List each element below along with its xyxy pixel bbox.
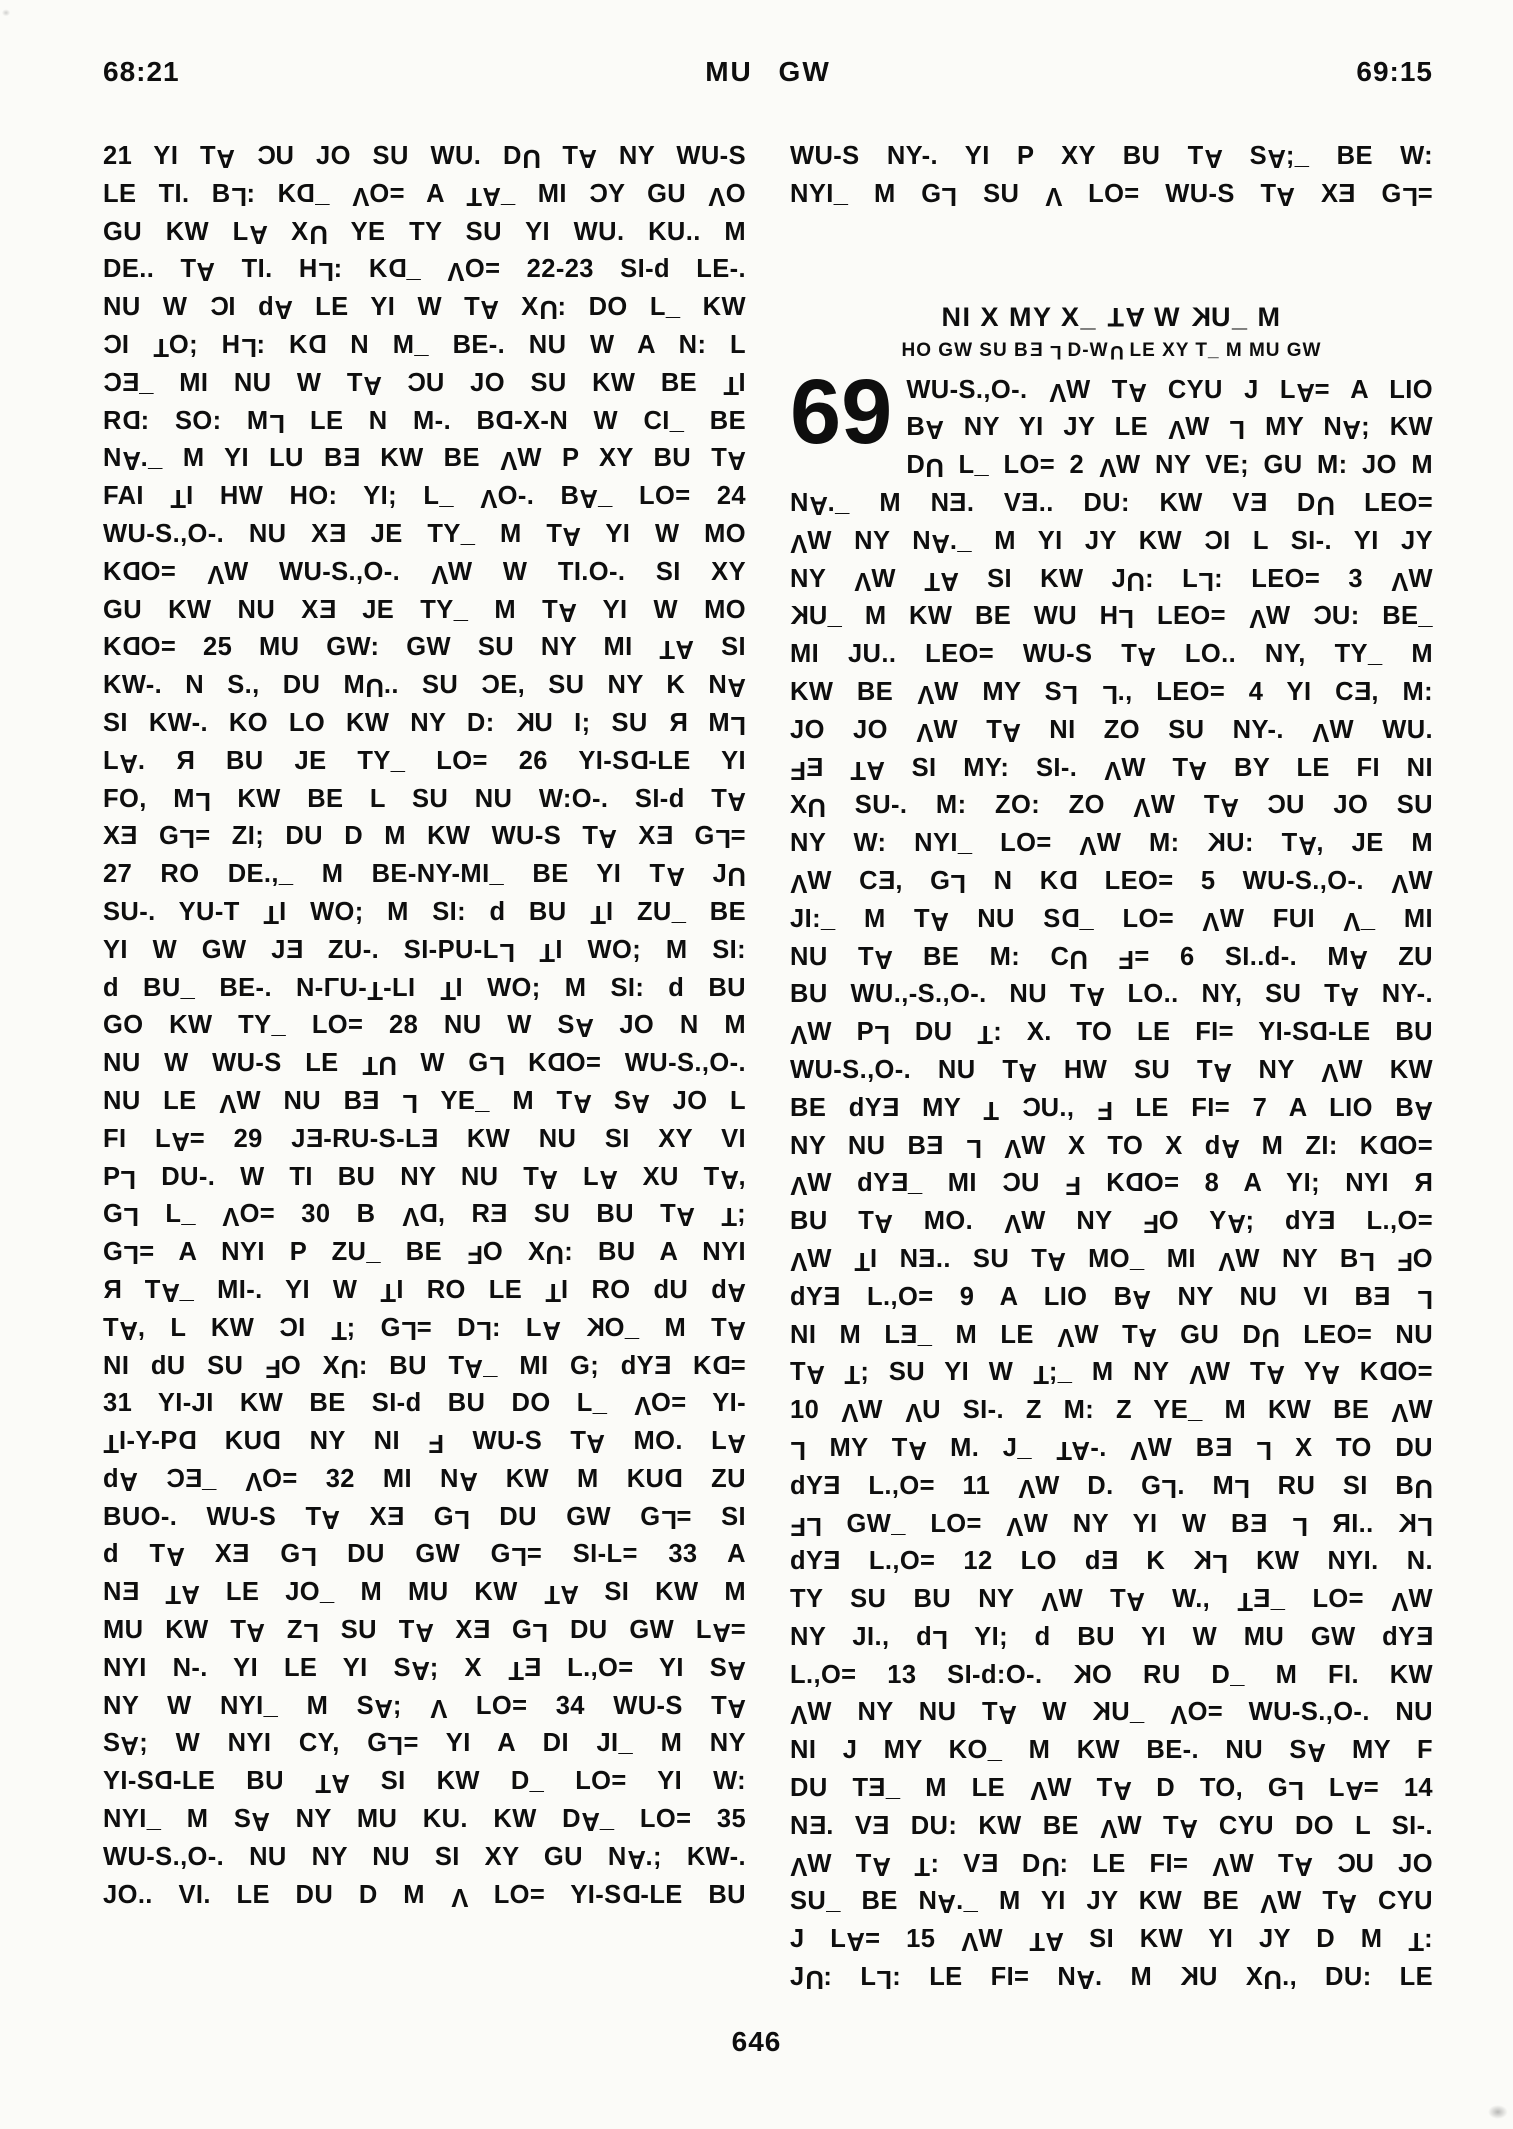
text-line: KU_ M KW BE WU HL LEO= VW CU: BE_ (790, 602, 1433, 633)
text-line: 21 YI TA CU JO SU WU. DU TA NY WU-S (103, 142, 746, 172)
text-line: NYI_ M SA NY MU KU. KW DA_ LO= 35 (103, 1805, 746, 1835)
text-line: FAI TI HW HO: YI; L_ VO-. BA_ LO= 24 (103, 482, 746, 512)
header-running-title: MU GW (705, 56, 831, 87)
right-column (790, 138, 1433, 1997)
text-line: NE. VE DU: KW BE VW TA CYU DO L SI-. (790, 1811, 1433, 1842)
text-line: LE TI. BL: KD_ VO= A TA_ MI CY GU VO (103, 179, 746, 210)
text-line: WU-S.,O-. NU NY NU SI XY GU NA.; KW-. (103, 1842, 746, 1873)
text-line: VW NY NA._ M YI JY KW CI L SI-. YI JY (790, 526, 1433, 557)
text-line: JO.. VI. LE DU D M V LO= YI-SD-LE BU (103, 1880, 746, 1911)
text-line: NI M LE_ M LE VW TA GU DU LEO= NU (790, 1320, 1433, 1351)
text-line: TI-Y-PD KUD NY NI F WU-S TA MO. LA (103, 1427, 746, 1457)
text-line: WU-S.,O-. NU XE JE TY_ M TA YI W MO (103, 519, 746, 550)
text-line: VW TI NE.. SU TA MO_ MI VW NY BL FO (790, 1244, 1433, 1275)
running-header (103, 56, 1433, 96)
text-line: KDO= 25 MU GW: GW SU NY MI TA SI (103, 633, 746, 664)
text-line: GL= A NYI P ZU_ BE FO XU: BU A NYI (103, 1238, 746, 1268)
text-line: NU W WU-S LE TU W GL KDO= WU-S.,O-. (103, 1049, 746, 1079)
text-line: NA._ M YI LU BE KW BE VW P XY BU TA (103, 444, 746, 475)
text-line: VW TA T: VE DU: LE FI= VW TA CU JO (790, 1849, 1433, 1880)
text-line: KW-. N S., DU MU.. SU CE, SU NY K NA (103, 671, 746, 701)
text-line: d TA XE GL DU GW GL= SI-L= 33 A (103, 1540, 746, 1571)
text-line: dYE L.,O= 9 A LIO BA NY NU VI BE L (790, 1282, 1433, 1313)
text-line: dYE L.,O= 11 VW D. GL. ML RU SI BU (790, 1471, 1433, 1502)
page-number: 646 (731, 2026, 782, 2057)
text-line: DU TE_ M LE VW TA D TO, GL LA= 14 (790, 1774, 1433, 1804)
text-line: WU-S.,O-. NU TA HW SU TA NY VW KW (790, 1055, 1433, 1086)
text-line: GL L_ VO= 30 B VD, RE SU BU TA T; (103, 1200, 746, 1231)
text-line: BU WU.,-S.,O-. NU TA LO.. NY, SU TA NY-. (790, 980, 1433, 1011)
text-line: GU KW LA XU YE TY SU YI WU. KU.. M (103, 217, 746, 248)
text-line: CE_ MI NU W TA CU JO SU KW BE TI (103, 368, 746, 399)
text-line: KDO= VW WU-S.,O-. VW W TI.O-. SI XY (103, 557, 746, 588)
page-footer (0, 2026, 1513, 2058)
text-line: NI J MY KO_ M KW BE-. NU SA MY F (790, 1736, 1433, 1767)
chapter-lines (790, 360, 1433, 1997)
section-heading: NI X MY X_ TA W KU_ M (941, 301, 1282, 332)
text-line: NU TA BE M: CU F= 6 SI..d-. MA ZU (790, 942, 1433, 973)
left-column (103, 138, 746, 1997)
text-line: KW BE VW MY SL L., LEO= 4 YI CE, M: (790, 677, 1433, 708)
text-line: SU_ BE NA._ M YI JY KW BE VW TA CYU (790, 1887, 1433, 1918)
text-line: WU-S NY-. YI P XY BU TA SA;_ BE W: (790, 142, 1433, 172)
text-line: TA T; SU YI W T;_ M NY VW TA YA KDO= (790, 1358, 1433, 1389)
text-line: NI dU SU FO XU: BU TA_ MI G; dYE KD= (103, 1351, 746, 1382)
text-line: XE GL= ZI; DU D M KW WU-S TA XE GL= (103, 822, 746, 853)
text-line: dA CE_ VO= 32 MI NA KW M KUD ZU (103, 1464, 746, 1495)
text-columns (103, 138, 1433, 1997)
text-line: TA, L KW CI T; GL= DL: LA KO_ M TA (103, 1313, 746, 1344)
text-line: VW NY NU TA W KU_ VO= WU-S.,O-. NU (790, 1698, 1433, 1729)
text-line: NA._ M NE. VE.. DU: KW VE DU LEO= (790, 488, 1433, 519)
text-line: dYE L.,O= 12 LO dE K KL KW NYI. N. (790, 1547, 1433, 1578)
text-line: TY SU BU NY VW TA W., TE_ LO= VW (790, 1585, 1433, 1615)
text-line: NY W: NYI_ LO= VW M: KU: TA, JE M (790, 829, 1433, 859)
text-line: DU L_ LO= 2 VW NY VE; GU M: JO M (906, 451, 1433, 481)
text-line: BU TA MO. VW NY FO YA; dYE L.,O= (790, 1207, 1433, 1237)
text-line: d BU_ BE-. N-ΓU-T-LI TI WO; M SI: d BU (103, 973, 746, 1004)
text-line: NYI N-. YI LE YI SA; X TE L.,O= YI SA (103, 1653, 746, 1684)
text-line: FO, ML KW BE L SU NU W:O-. SI-d TA (103, 784, 746, 815)
text-line: MI JU.. LEO= WU-S TA LO.. NY, TY_ M (790, 640, 1433, 670)
chapter-number: 69 (790, 360, 893, 463)
text-line: FI LA= 29 JE-RU-S-LE KW NU SI XY VI (103, 1124, 746, 1155)
text-line: GO KW TY_ LO= 28 NU W SA JO N M (103, 1011, 746, 1042)
text-line: NYI_ M GL SU V LO= WU-S TA XE GL= (790, 179, 1433, 210)
text-line: L.,O= 13 SI-d:O-. KO RU D_ M FI. KW (790, 1660, 1433, 1689)
text-line: NY NU BE L VW X TO X dA M ZI: KDO= (790, 1131, 1433, 1162)
text-line: MU KW TA ZL SU TA XE GL DU GW LA= (103, 1616, 746, 1646)
text-line: LA. R BU JE TY_ LO= 26 YI-SD-LE YI (103, 746, 746, 777)
text-line: PL DU-. W TI BU NY NU TA LA XU TA, (103, 1162, 746, 1193)
text-line: SI KW-. KO LO KW NY D: KU I; SU R ML (103, 708, 746, 739)
section-subheading: HO GW SU BE L D-WU LE XY T_ M MU GW (901, 339, 1322, 362)
text-line: J LA= 15 VW TA SI KW YI JY D M T: (790, 1925, 1433, 1956)
text-line: WU-S.,O-. VW TA CYU J LA= A LIO (906, 375, 1433, 406)
header-verse-ref-left: 68:21 (103, 56, 180, 87)
text-line: L MY TA M. J_ TA-. VW BE L X TO DU (790, 1433, 1433, 1464)
text-line: NY W NYI_ M SA; V LO= 34 WU-S TA (103, 1691, 746, 1722)
text-line: GU KW NU XE JE TY_ M TA YI W MO (103, 595, 746, 626)
text-line: YI-SD-LE BU TA SI KW D_ LO= YI W: (103, 1767, 746, 1798)
text-line: VW CE, GL N KD LEO= 5 WU-S.,O-. VW (790, 866, 1433, 897)
text-line: SU-. YU-T TI WO; M SI: d BU TI ZU_ BE (103, 897, 746, 928)
text-line: JO JO VW TA NI ZO SU NY-. VW WU. (790, 715, 1433, 746)
text-line: NY JI., dL YI; d BU YI W MU GW dYE (790, 1622, 1433, 1653)
chapter-block (790, 360, 1433, 1997)
text-line: SA; W NYI CY, GL= YI A DI JI_ M NY (103, 1729, 746, 1760)
text-line: XU SU-. M: ZO: ZO VW TA CU JO SU (790, 791, 1433, 822)
text-line: NY VW TA SI KW JU: LL: LEO= 3 VW (790, 564, 1433, 595)
text-line: FE TA SI MY: SI-. VW TA BY LE FI NI (790, 753, 1433, 784)
text-line: NU W CI dA LE YI W TA XU: DO L_ KW (103, 293, 746, 323)
text-line: BA NY YI JY LE VW L MY NA; KW (906, 413, 1433, 444)
text-line: JI:_ M TA NU SD_ LO= VW FUI V_ MI (790, 904, 1433, 935)
carryover-lines (790, 138, 1433, 214)
text-line: 10 VW VU SI-. Z M: Z YE_ M KW BE VW (790, 1396, 1433, 1426)
text-line: 27 RO DE.,_ M BE-NY-MI_ BE YI TA JU (103, 860, 746, 890)
text-line: NU LE VW NU BE L YE_ M TA SA JO L (103, 1086, 746, 1117)
text-line: VW PL DU T: X. TO LE FI= YI-SD-LE BU (790, 1018, 1433, 1048)
text-line: 31 YI-JI KW BE SI-d BU DO L_ VO= YI- (103, 1389, 746, 1420)
text-line: RD: SO: ML LE N M-. BD-X-N W CI_ BE (103, 406, 746, 437)
text-line: NE TA LE JO_ M MU KW TA SI KW M (103, 1578, 746, 1609)
text-line: FL GW_ LO= VW NY YI W BE L RI.. KL (790, 1509, 1433, 1540)
text-line: BUO-. WU-S TA XE GL DU GW GL= SI (103, 1502, 746, 1533)
header-verse-ref-right: 69:15 (1356, 56, 1433, 87)
text-line: DE.. TA TI. HL: KD_ VO= 22-23 SI-d LE-. (103, 255, 746, 286)
text-line: YI W GW JE ZU-. SI-PU-LL TI WO; M SI: (103, 935, 746, 966)
text-line: R TA_ MI-. YI W TI RO LE TI RO dU dA (103, 1275, 746, 1306)
text-line: CI TO; HL: KD N M_ BE-. NU W A N: L (103, 330, 746, 361)
text-line: BE dYE MY T CU., F LE FI= 7 A LIO BA (790, 1093, 1433, 1124)
text-line: JU: LL: LE FI= NA. M KU XU., DU: LE (790, 1963, 1433, 1993)
text-line: VW dYE_ MI CU F KDO= 8 A YI; NYI R (790, 1169, 1433, 1200)
